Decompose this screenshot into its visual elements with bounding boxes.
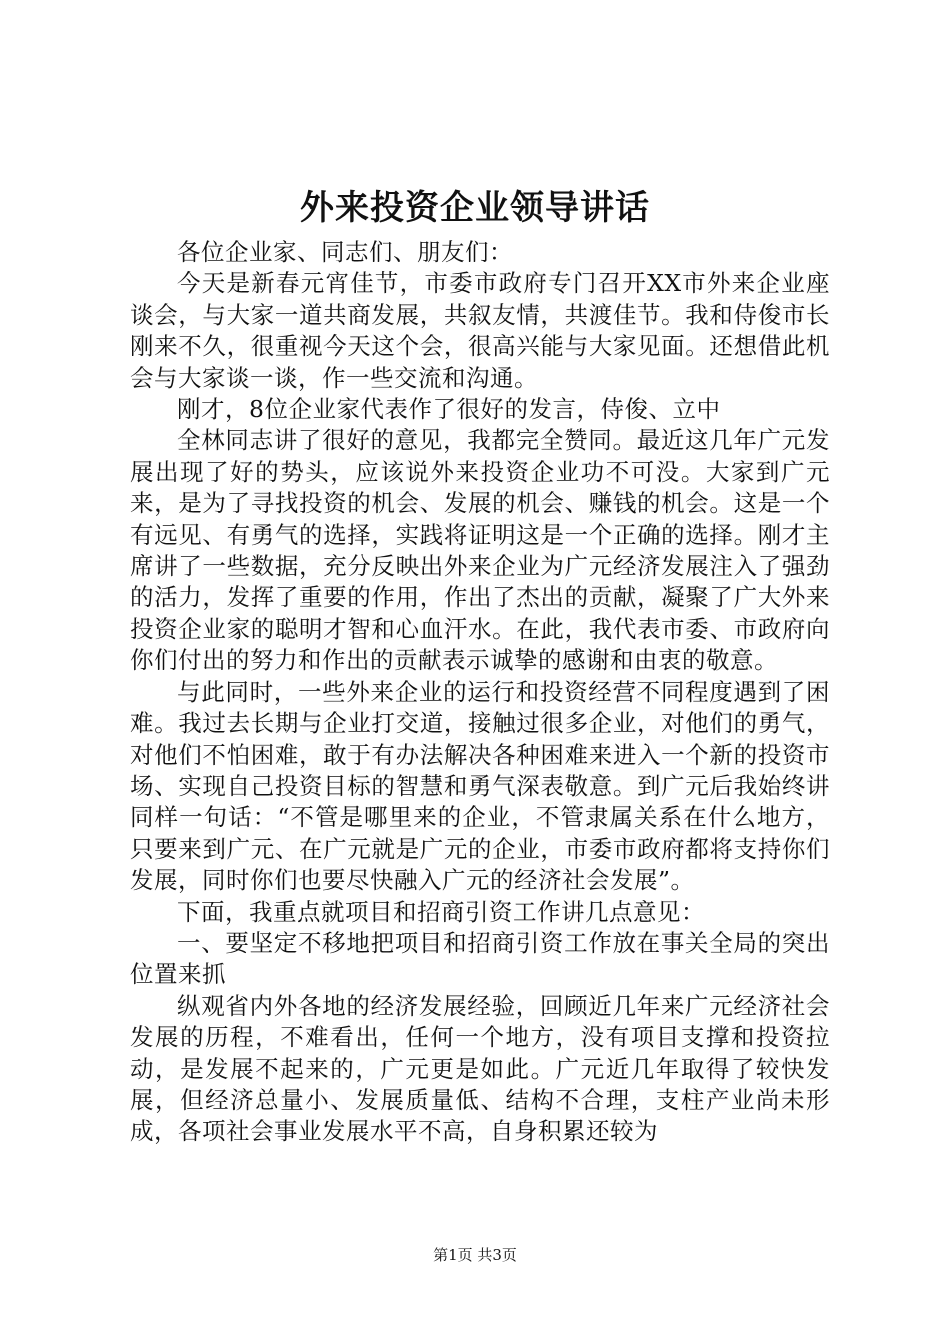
paragraph-salutation: 各位企业家、同志们、朋友们： <box>177 238 513 266</box>
section-heading: 一、要坚定不移地把项目和招商引资工作放在事关全局的突出位置来抓 <box>130 928 830 989</box>
paragraph: 与此同时，一些外来企业的运行和投资经营不同程度遇到了困难。我过去长期与企业打交道，接触过很多企业，对他们的勇气，对他们不怕困难，敢于有办法解决各种困难来进入一个新的投资市场、实现自己投资目标的智慧和勇气深表敬意。到广元后我始终讲同样一句话：“不管是哪里来的企业，不管隶属关系在什么地方，只要来到广元、在广元就是广元的企业，市委市政府都将支持你们发展，同时你们也要尽快融入广元的经济社会发展”。 <box>130 677 830 895</box>
paragraph: 刚才，8位企业家代表作了很好的发言，侍俊、立中 <box>177 395 721 424</box>
document-title: 外来投资企业领导讲话 <box>300 188 650 228</box>
document-body <box>130 237 830 1148</box>
paragraph: 全林同志讲了很好的意见，我都完全赞同。最近这几年广元发展出现了好的势头，应该说外来投资企业功不可没。大家到广元来，是为了寻找投资的机会、发展的机会、赚钱的机会。这是一个有远见、有勇气的选择，实践将证明这是一个正确的选择。刚才主席讲了一些数据，充分反映出外来企业为广元经济发展注入了强劲的活力，发挥了重要的作用，作出了杰出的贡献，凝聚了广大外来投资企业家的聪明才智和心血汗水。在此，我代表市委、市政府向你们付出的努力和作出的贡献表示诚挚的感谢和由衷的敬意。 <box>130 426 830 675</box>
paragraph: 下面，我重点就项目和招商引资工作讲几点意见： <box>177 897 705 926</box>
paragraph: 今天是新春元宵佳节，市委市政府专门召开XX市外来企业座谈会，与大家一道共商发展，共叙友情，共渡佳节。我和侍俊市长刚来不久，很重视今天这个会，很高兴能与大家见面。还想借此机会与大家谈一谈，作一些交流和沟通。 <box>130 269 830 392</box>
page-footer: 第1页 共3页 <box>433 1246 517 1264</box>
paragraph: 纵观省内外各地的经济发展经验，回顾近几年来广元经济社会发展的历程，不难看出，任何一个地方，没有项目支撑和投资拉动，是发展不起来的，广元更是如此。广元近几年取得了较快发展，但经济总量小、发展质量低、结构不合理，支柱产业尚未形成，各项社会事业发展水平不高，自身积累还较为 <box>130 991 830 1146</box>
